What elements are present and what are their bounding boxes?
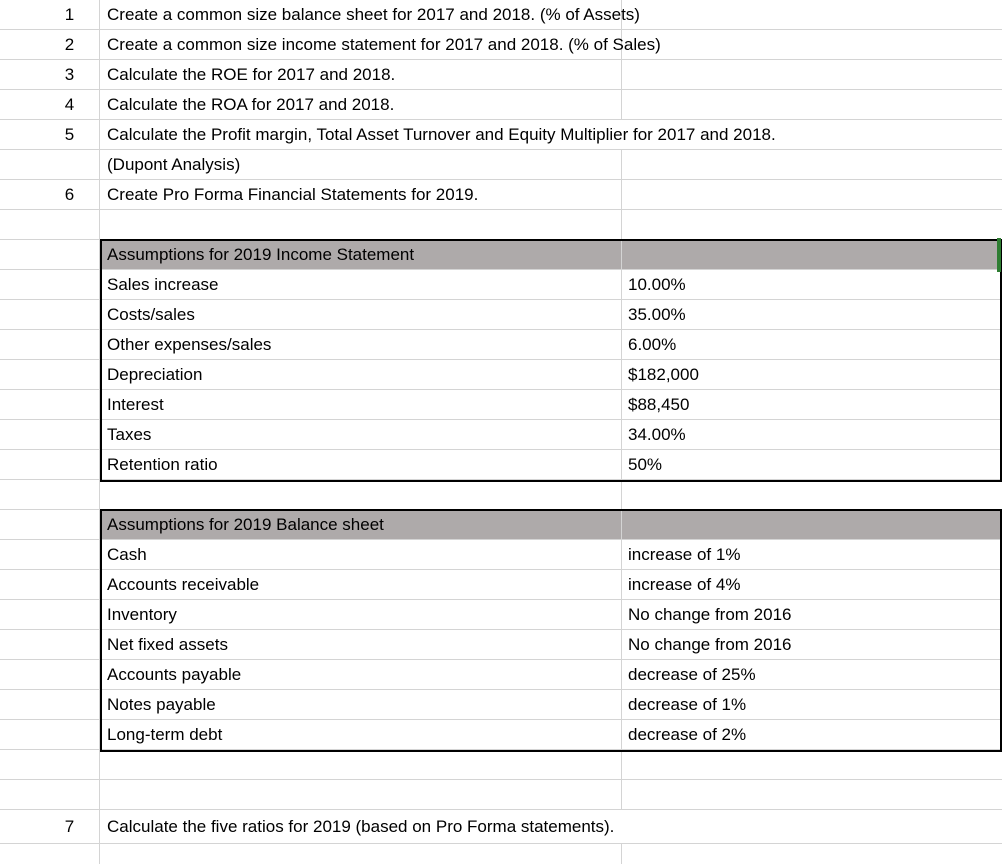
row-task-5-cont	[0, 150, 1002, 180]
assumption-label-cell[interactable]	[101, 270, 622, 299]
assumption-value-cell[interactable]	[622, 690, 1002, 719]
row-number-cell[interactable]	[0, 690, 100, 719]
row-number-cell[interactable]	[0, 300, 100, 329]
task-text: Create a common size income statement for 2017 and 2018. (% of Sales)	[107, 34, 661, 54]
assumption-value-cell[interactable]	[622, 450, 1002, 479]
task-text-cell[interactable]	[101, 60, 622, 89]
assumption-value: 10.00%	[628, 274, 686, 294]
row-task-1	[0, 0, 1002, 30]
row-task-3	[0, 60, 1002, 90]
assumption-value-cell[interactable]	[622, 360, 1002, 389]
row-number: 5	[64, 124, 75, 144]
table-title: Assumptions for 2019 Balance sheet	[107, 514, 384, 534]
assumption-label: Long-term debt	[107, 724, 223, 744]
row-number-cell[interactable]	[0, 540, 100, 569]
row-task-2	[0, 30, 1002, 60]
assumption-value-cell[interactable]	[622, 420, 1002, 449]
assumption-label: Notes payable	[107, 694, 216, 714]
row-number: 1	[64, 4, 75, 24]
header-empty-cell[interactable]	[622, 510, 1002, 539]
assumption-label-cell[interactable]	[101, 450, 622, 479]
row-number-cell[interactable]	[0, 30, 100, 59]
assumption-label: Sales increase	[107, 274, 219, 294]
assumption-value: No change from 2016	[628, 604, 792, 624]
row-number-cell[interactable]	[0, 330, 100, 359]
balance-row	[0, 570, 1002, 600]
empty-cell[interactable]	[622, 844, 1002, 864]
assumption-value-cell[interactable]	[622, 570, 1002, 599]
row-task-7	[0, 810, 1002, 844]
balance-assumptions-title[interactable]	[101, 510, 622, 539]
assumption-value: decrease of 2%	[628, 724, 747, 744]
assumption-label-cell[interactable]	[101, 540, 622, 569]
assumption-label: Depreciation	[107, 364, 203, 384]
assumption-value: increase of 1%	[628, 544, 741, 564]
row-empty	[0, 210, 1002, 240]
task-text-cell[interactable]	[101, 120, 776, 149]
assumption-label-cell[interactable]	[101, 630, 622, 659]
row-number: 6	[64, 184, 75, 204]
row-number-cell[interactable]	[0, 150, 100, 179]
assumption-value: 34.00%	[628, 424, 686, 444]
empty-cell[interactable]	[622, 150, 1002, 179]
empty-cell[interactable]	[622, 780, 1002, 809]
empty-cell[interactable]	[101, 210, 622, 239]
empty-cell[interactable]	[622, 0, 1002, 29]
assumption-label: Other expenses/sales	[107, 334, 272, 354]
row-task-4	[0, 90, 1002, 120]
row-number: 2	[64, 34, 75, 54]
task-text: Calculate the Profit margin, Total Asset Turnover and Equity Multiplier for 2017 and 2018.	[107, 124, 776, 144]
balance-row	[0, 720, 1002, 750]
header-empty-cell[interactable]	[622, 240, 1002, 269]
empty-cell[interactable]	[622, 750, 1002, 779]
task-text-continued: (Dupont Analysis)	[107, 154, 241, 174]
assumption-value-cell[interactable]	[622, 720, 1002, 749]
task-text-cell[interactable]	[101, 810, 622, 843]
row-number: 3	[64, 64, 75, 84]
row-empty	[0, 844, 1002, 864]
assumption-label: Retention ratio	[107, 454, 218, 474]
assumption-label-cell[interactable]	[101, 690, 622, 719]
row-number-cell[interactable]	[0, 810, 100, 843]
row-number-cell[interactable]	[0, 660, 100, 689]
task-text-cell[interactable]	[101, 90, 622, 119]
assumption-value: No change from 2016	[628, 634, 792, 654]
row-number-cell[interactable]	[0, 780, 100, 809]
row-number-cell[interactable]	[0, 600, 100, 629]
row-number-cell[interactable]	[0, 480, 100, 509]
row-number: 7	[64, 816, 75, 836]
balance-assumptions-header-row	[0, 510, 1002, 540]
assumption-value-cell[interactable]	[622, 540, 1002, 569]
income-row	[0, 300, 1002, 330]
assumption-value-cell[interactable]	[622, 330, 1002, 359]
row-task-5	[0, 120, 1002, 150]
assumption-label: Cash	[107, 544, 147, 564]
assumption-value: 50%	[628, 454, 663, 474]
balance-row	[0, 600, 1002, 630]
row-number-cell[interactable]	[0, 90, 100, 119]
assumption-value-cell[interactable]	[622, 270, 1002, 299]
assumption-label-cell[interactable]	[101, 330, 622, 359]
income-row	[0, 360, 1002, 390]
income-assumptions-header-row	[0, 240, 1002, 270]
row-number: 4	[64, 94, 75, 114]
assumption-label-cell[interactable]	[101, 720, 622, 749]
row-empty	[0, 780, 1002, 810]
empty-cell[interactable]	[622, 30, 1002, 59]
assumption-value: $88,450	[628, 394, 690, 414]
empty-cell[interactable]	[101, 780, 622, 809]
empty-cell[interactable]	[622, 90, 1002, 119]
task-text-cell[interactable]	[101, 30, 661, 59]
income-assumptions-title[interactable]	[101, 240, 622, 269]
assumption-label: Inventory	[107, 604, 177, 624]
income-row	[0, 390, 1002, 420]
assumption-label: Net fixed assets	[107, 634, 228, 654]
row-number-cell[interactable]	[0, 510, 100, 539]
task-text: Calculate the ROE for 2017 and 2018.	[107, 64, 396, 84]
balance-row	[0, 690, 1002, 720]
assumption-label-cell[interactable]	[101, 300, 622, 329]
row-number-cell[interactable]	[0, 180, 100, 209]
empty-cell[interactable]	[101, 844, 622, 864]
row-number-cell[interactable]	[0, 390, 100, 419]
assumption-label-cell[interactable]	[101, 600, 622, 629]
task-text-cell[interactable]	[101, 180, 622, 209]
row-number-cell[interactable]	[0, 420, 100, 449]
balance-row	[0, 540, 1002, 570]
assumption-label: Costs/sales	[107, 304, 195, 324]
row-number-cell[interactable]	[0, 450, 100, 479]
row-empty	[0, 750, 1002, 780]
row-number-cell[interactable]	[0, 120, 100, 149]
assumption-label-cell[interactable]	[101, 420, 622, 449]
task-text: Calculate the five ratios for 2019 (based on Pro Forma statements).	[107, 816, 615, 836]
assumption-value-cell[interactable]	[622, 390, 1002, 419]
row-number-cell[interactable]	[0, 0, 100, 29]
assumption-value: 35.00%	[628, 304, 686, 324]
assumption-label: Interest	[107, 394, 164, 414]
assumption-value-cell[interactable]	[622, 630, 1002, 659]
row-number-cell[interactable]	[0, 60, 100, 89]
empty-cell[interactable]	[622, 480, 1002, 509]
assumption-value: decrease of 25%	[628, 664, 756, 684]
balance-row	[0, 660, 1002, 690]
assumption-value-cell[interactable]	[622, 300, 1002, 329]
assumption-label: Accounts receivable	[107, 574, 260, 594]
assumption-value: 6.00%	[628, 334, 677, 354]
income-row	[0, 420, 1002, 450]
row-number-cell[interactable]	[0, 630, 100, 659]
row-number-cell[interactable]	[0, 210, 100, 239]
assumption-label: Accounts payable	[107, 664, 242, 684]
empty-cell[interactable]	[101, 750, 622, 779]
empty-cell[interactable]	[101, 480, 622, 509]
table-title: Assumptions for 2019 Income Statement	[107, 244, 415, 264]
income-row	[0, 270, 1002, 300]
assumption-label-cell[interactable]	[101, 570, 622, 599]
income-row	[0, 330, 1002, 360]
assumption-value: decrease of 1%	[628, 694, 747, 714]
empty-cell[interactable]	[622, 60, 1002, 89]
task-text: Create a common size balance sheet for 2017 and 2018. (% of Assets)	[107, 4, 640, 24]
assumption-label-cell[interactable]	[101, 660, 622, 689]
row-task-6	[0, 180, 1002, 210]
row-number-cell[interactable]	[0, 270, 100, 299]
assumption-label-cell[interactable]	[101, 390, 622, 419]
task-text-cell[interactable]	[101, 0, 640, 29]
cell-selection-indicator	[997, 238, 1001, 272]
row-number-cell[interactable]	[0, 720, 100, 749]
row-empty	[0, 480, 1002, 510]
assumption-value-cell[interactable]	[622, 660, 1002, 689]
empty-cell[interactable]	[622, 180, 1002, 209]
income-row	[0, 450, 1002, 480]
row-number-cell[interactable]	[0, 844, 100, 864]
assumption-label-cell[interactable]	[101, 360, 622, 389]
balance-row	[0, 630, 1002, 660]
assumption-label: Taxes	[107, 424, 152, 444]
empty-cell[interactable]	[622, 210, 1002, 239]
row-number-cell[interactable]	[0, 240, 100, 269]
assumption-value: increase of 4%	[628, 574, 741, 594]
assumption-value: $182,000	[628, 364, 699, 384]
row-number-cell[interactable]	[0, 570, 100, 599]
row-number-cell[interactable]	[0, 360, 100, 389]
row-number-cell[interactable]	[0, 750, 100, 779]
assumption-value-cell[interactable]	[622, 600, 1002, 629]
task-text: Create Pro Forma Financial Statements for 2019.	[107, 184, 479, 204]
task-text: Calculate the ROA for 2017 and 2018.	[107, 94, 395, 114]
task-text-cell[interactable]	[101, 150, 622, 179]
